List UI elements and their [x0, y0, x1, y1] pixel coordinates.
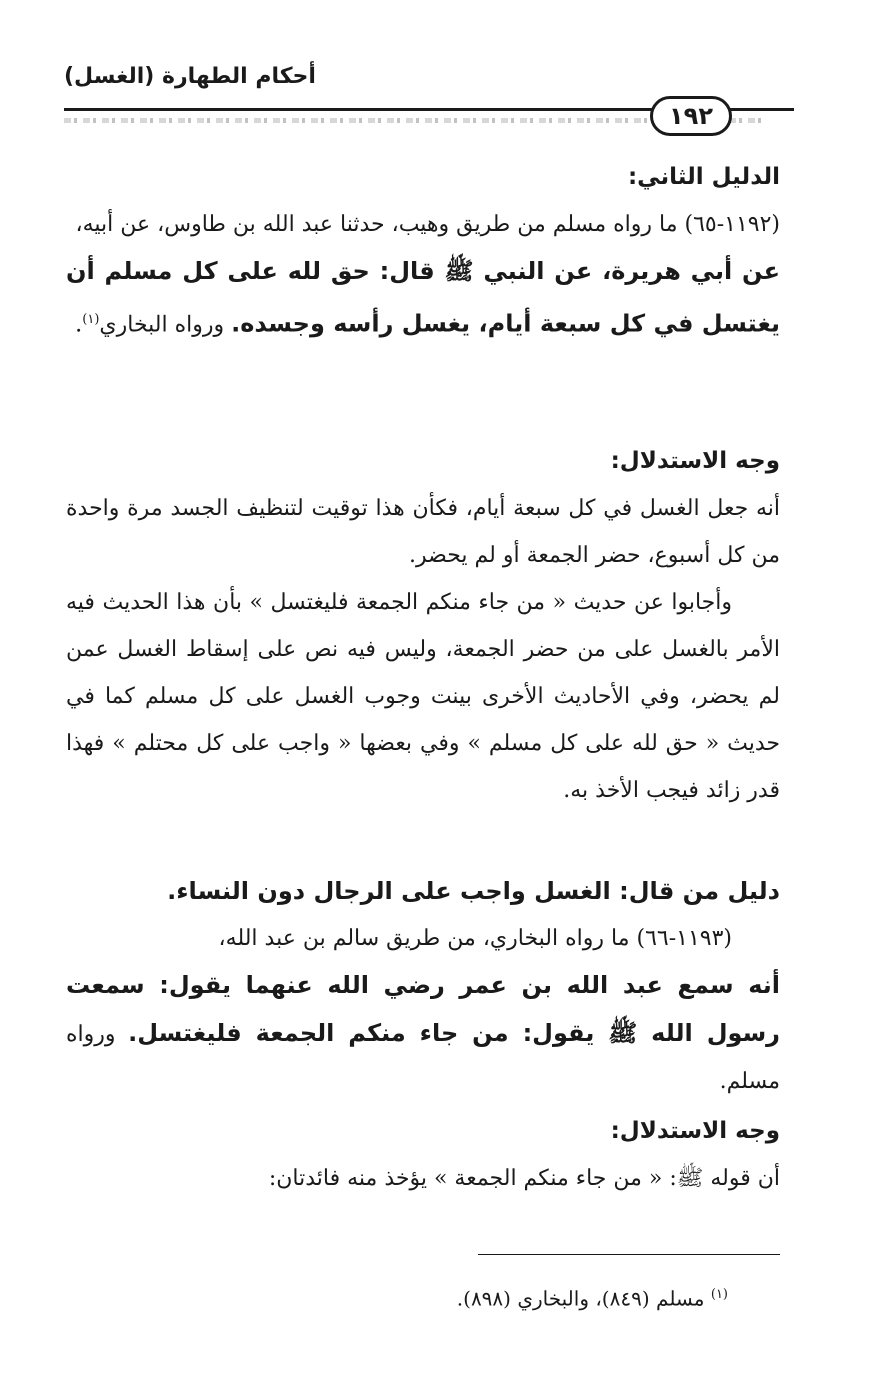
- narration-chain: (١١٩٣-٦٦) ما رواه البخاري، من طريق سالم بن عبد الله،: [218, 926, 732, 951]
- section-heading: وجه الاستدلال:: [610, 1118, 780, 1144]
- hadith-text: أنه سمع عبد الله بن عمر رضي الله عنهما يقول: سمعت رسول الله ﷺ يقول: من جاء منكم الجمعة فليغتسل.: [66, 971, 780, 1047]
- section-evidence-three: [66, 868, 780, 1105]
- body-paragraph: أنه جعل الغسل في كل سبعة أيام، فكأن هذا توقيت لتنظيف الجسد مرة واحدة من كل أسبوع، حضر الجمعة أو لم يحضر.: [66, 496, 780, 568]
- section-evidence-two: [66, 154, 780, 349]
- footnote-separator: [478, 1254, 780, 1255]
- running-title: أحكام الطهارة (الغسل): [64, 64, 316, 89]
- section-heading: دليل من قال: الغسل واجب على الرجال دون النساء.: [167, 877, 780, 905]
- section-inference-one: [66, 438, 780, 814]
- header-rule-right: [728, 108, 794, 111]
- hadith-paragraph: [66, 248, 780, 349]
- body-paragraph: أن قوله ﷺ: « من جاء منكم الجمعة » يؤخذ منه فائدتان:: [268, 1166, 780, 1191]
- section-heading: وجه الاستدلال:: [610, 448, 780, 474]
- narration-chain: (١١٩٢-٦٥) ما رواه مسلم من طريق وهيب، حدثنا عبد الله بن طاوس، عن أبيه،: [75, 212, 780, 237]
- header-rule: [64, 108, 652, 111]
- hadith-source: ورواه البخاري: [99, 312, 232, 338]
- section-inference-two: [66, 1108, 780, 1202]
- page-number: ١٩٢: [650, 96, 732, 136]
- hadith-paragraph: [66, 962, 780, 1105]
- page-header: [0, 0, 879, 135]
- hadith-text: عن أبي هريرة، عن النبي ﷺ قال: حق لله على كل مسلم أن يغتسل في كل سبعة أيام، يغسل رأسه وجسده.: [66, 257, 780, 338]
- hadith-end: .: [74, 311, 83, 338]
- hadith-source: ورواه مسلم.: [66, 1022, 780, 1094]
- footnote-text: مسلم (٨٤٩)، والبخاري (٨٩٨).: [456, 1286, 711, 1311]
- footnote: [330, 1280, 728, 1314]
- footnote-marker: (١): [710, 1287, 728, 1302]
- section-heading: الدليل الثاني:: [627, 164, 780, 190]
- footnote-reference: (١): [82, 312, 100, 327]
- body-paragraph: وأجابوا عن حديث « من جاء منكم الجمعة فليغتسل » بأن هذا الحديث فيه الأمر بالغسل على من حضر الجمعة، وليس فيه نص على إسقاط الغسل عمن لم يحضر، وفي الأحاديث الأخرى بينت وجوب الغسل على كل مسلم كما في حديث « حق لله على كل مسلم » وفي بعضها « واجب على كل محتلم » فهذا قدر زائد فيجب الأخذ به.: [66, 590, 780, 803]
